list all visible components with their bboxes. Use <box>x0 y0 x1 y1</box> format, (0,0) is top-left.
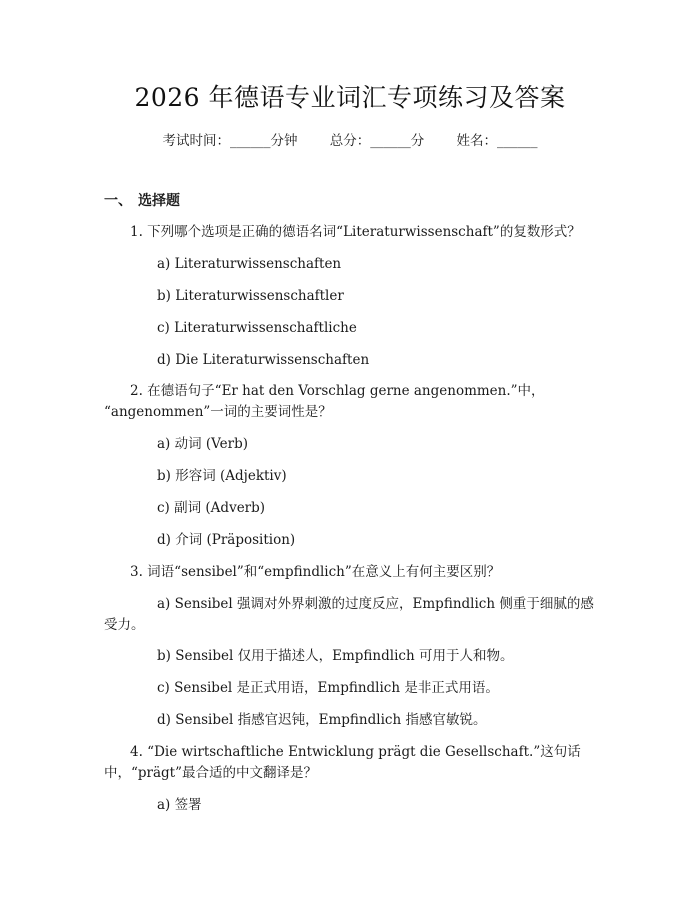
question-1-option-c: c) Literaturwissenschaftliche <box>157 320 357 336</box>
question-4-option-a: a) 签署 <box>157 797 202 813</box>
section-number: 一、 <box>104 193 132 209</box>
total-score-field: 总分：______分 <box>329 133 425 149</box>
name-field: 姓名：______ <box>456 133 538 149</box>
question-3-option-c: c) Sensibel 是正式用语，Empfindlich 是非正式用语。 <box>157 680 499 696</box>
question-4-continuation: 中，“prägt”最合适的中文翻译是？ <box>104 765 318 781</box>
section-title: 选择题 <box>138 193 180 209</box>
question-2-option-b: b) 形容词 (Adjektiv) <box>157 468 287 484</box>
question-4: 4. “Die wirtschaftliche Entwicklung prägt die Gesellschaft.”这句话 <box>130 744 581 760</box>
question-1-option-a: a) Literaturwissenschaften <box>157 256 342 272</box>
question-1-option-b: b) Literaturwissenschaftler <box>157 288 344 304</box>
question-2-option-a: a) 动词 (Verb) <box>157 436 249 452</box>
question-3-option-a: a) Sensibel 强调对外界刺激的过度反应，Empfindlich 侧重于细腻的感 <box>157 596 594 612</box>
exam-info <box>0 131 700 151</box>
question-3-option-d: d) Sensibel 指感官迟钝，Empfindlich 指感官敏锐。 <box>157 712 487 728</box>
question-2-option-d: d) 介词 (Präposition) <box>157 532 296 548</box>
question-1: 1. 下列哪个选项是正确的德语名词“Literaturwissenschaft”的复数形式？ <box>130 224 581 240</box>
question-2: 2. 在德语句子“Er hat den Vorschlag gerne angenommen.”中， <box>130 383 545 399</box>
section-heading <box>104 191 180 211</box>
question-3-option-b: b) Sensibel 仅用于描述人，Empfindlich 可用于人和物。 <box>157 648 514 664</box>
exam-time-field: 考试时间：______分钟 <box>162 133 298 149</box>
question-3: 3. 词语“sensibel”和“empfindlich”在意义上有何主要区别？ <box>130 564 501 580</box>
question-1-option-d: d) Die Literaturwissenschaften <box>157 352 370 368</box>
question-2-continuation: “angenommen”一词的主要词性是？ <box>104 404 332 420</box>
document-title: 2026 年德语专业词汇专项练习及答案 <box>134 83 566 112</box>
question-3-option-a-continuation: 受力。 <box>104 617 145 633</box>
question-2-option-c: c) 副词 (Adverb) <box>157 500 266 516</box>
